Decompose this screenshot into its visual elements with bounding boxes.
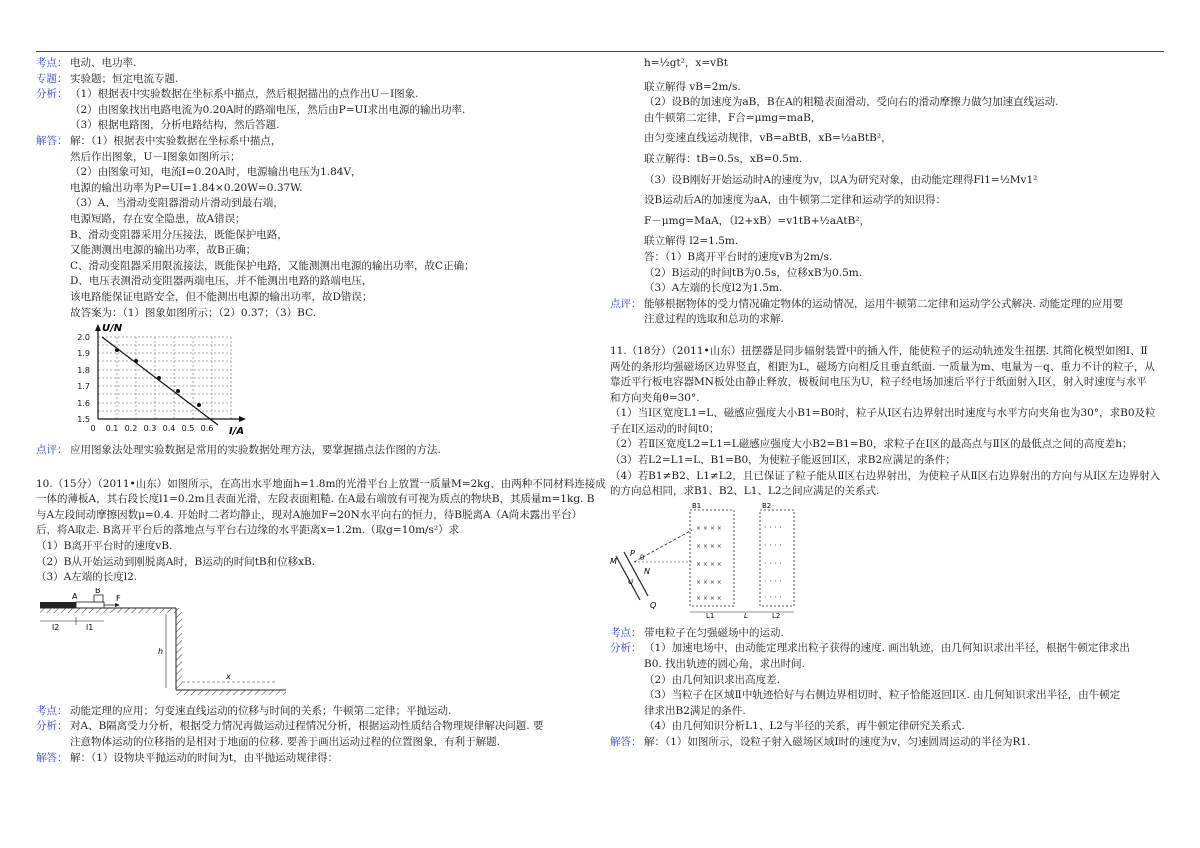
label-x: x xyxy=(226,671,231,681)
y-tick: 1.5 xyxy=(77,415,90,425)
label-h: h xyxy=(158,646,164,656)
r-line: （2）设B的加速度为aB，B在A的粗糙表面滑动，受向右的滑动摩擦力做匀加速直线运动. xyxy=(644,96,1059,109)
left-column xyxy=(36,56,606,766)
r-line: h=½gt²，x=vBt xyxy=(644,57,728,69)
jieda-row xyxy=(36,134,598,321)
r-jieda-text: 解：（1）如图所示，设粒子射入磁场区域Ⅰ时的速度为v，匀速圆周运动的半径为R1. xyxy=(644,736,1031,748)
field-dots xyxy=(764,523,782,602)
field-cross: × × × × xyxy=(696,578,722,586)
jieda2-label: 解答： xyxy=(36,751,68,764)
q11-line: 和方向夹角θ=30°. xyxy=(610,391,700,404)
field-cross: × × × × xyxy=(696,560,722,568)
x-tick: 0.1 xyxy=(105,424,119,434)
r-fenxi-line: B0. 找出轨迹的圆心角，求出时间. xyxy=(644,658,805,671)
jieda-line: 故答案为：（1）图象如图所示；（2）0.37；（3）BC. xyxy=(70,306,317,319)
question-11 xyxy=(610,344,1172,500)
q11-line: （1）当Ⅰ区宽度L1=L、磁感应强度大小B1=B0时，粒子从Ⅰ区右边界射出时速度与水平方向夹角也为30°，求B0及粒 xyxy=(610,407,1156,420)
q11-figure-svg xyxy=(610,500,830,618)
q11-line: 11.（18分）（2011•山东）扭摆器是同步辐射装置中的插入件，能使粒子的运动轨迹发生扭摆. 其简化模型如图Ⅰ、Ⅱ xyxy=(610,344,1148,357)
r-kaodian-row xyxy=(610,626,1172,642)
y-tick: 1.8 xyxy=(77,366,90,376)
graph-y-label: U/N xyxy=(102,323,123,335)
field-dot: · · · · xyxy=(764,540,782,550)
x-tick: 0.6 xyxy=(200,424,214,434)
q11-figure xyxy=(610,500,1172,618)
label-l2-fig: L2 xyxy=(772,611,781,618)
label-b: B xyxy=(95,587,101,595)
jieda2-row xyxy=(36,751,598,767)
field-crosses xyxy=(696,525,722,602)
fenxi2-label: 分析： xyxy=(36,720,68,733)
r-dianping-row xyxy=(610,297,1172,328)
label-n: N xyxy=(644,566,650,576)
q10-line: 一体的薄板A，其右段长度l1=0.2m且表面光滑，左段表面粗糙. 在A最右端放有可视为质点的物块B，其质量m=1kg. B xyxy=(36,493,595,506)
q10-line: （1）B离开平台时的速度vB. xyxy=(36,540,173,553)
fenxi-row xyxy=(36,87,598,134)
jieda-line: D、电压表测滑动变阻器两端电压，并不能测出电路的路端电压， xyxy=(70,275,373,288)
data-point xyxy=(157,376,161,380)
label-a: A xyxy=(72,591,78,601)
q10-line: （2）B从开始运动到刚脱离A时，B运动的时间tB和位移xB. xyxy=(36,555,316,568)
fenxi-label: 分析： xyxy=(36,88,68,101)
kaodian2-row xyxy=(36,704,598,720)
field-cross: × × × × xyxy=(696,594,722,602)
q11-line: （3）若L2=L1=L、B1=B0，为使粒子能返回Ⅰ区，求B2应满足的条件； xyxy=(610,454,956,467)
r-line: 设B运动后A的加速度为aA，由牛顿第二定律和运动学的知识得： xyxy=(644,194,947,207)
x-arrow xyxy=(239,416,246,422)
r-line: 联立解得：tB=0.5s，xB=0.5m. xyxy=(644,152,803,165)
wall-hatch xyxy=(176,608,182,690)
label-b2: B2 xyxy=(762,501,772,510)
x-tick: 0 xyxy=(90,424,96,434)
platform-hatch xyxy=(40,608,176,613)
ui-graph-svg xyxy=(58,321,258,443)
x-tick: 0.5 xyxy=(181,424,195,434)
jieda-line: B、滑动变阻器采用分压接法，既能保护电路， xyxy=(70,228,288,241)
zhuanti-row xyxy=(36,72,598,88)
data-point xyxy=(176,389,180,393)
fit-line xyxy=(102,337,218,425)
r-dianping-label: 点评： xyxy=(610,297,642,310)
label-b1: B1 xyxy=(692,501,702,510)
r-line: F－μmg=MaA，（l2+xB）=v1tB+½aAtB²， xyxy=(644,214,871,227)
r-line: 答：（1）B离开平台时的速度vB为2m/s. xyxy=(644,250,833,263)
ground-hatch xyxy=(176,690,286,695)
r-line: （3）A左端的长度l2为1.5m. xyxy=(644,282,783,295)
ui-graph xyxy=(58,321,598,443)
question-10 xyxy=(36,477,606,586)
jieda2-text: 解：（1）设物块平抛运动的时间为t，由平抛运动规律得： xyxy=(70,751,339,764)
plank-smooth xyxy=(76,602,104,608)
zhuanti-text: 实验题；恒定电流专题. xyxy=(70,72,179,85)
r-kaodian-label: 考点： xyxy=(610,626,642,639)
r-fenxi-line: 律求出B2满足的条件. xyxy=(644,704,746,717)
r-line: 联立解得 l2=1.5m. xyxy=(644,235,739,248)
r-fenxi-line: （2）由几何知识求出高度差. xyxy=(644,673,781,686)
field-cross: × × × × xyxy=(696,524,722,532)
fenxi2-line: 对A、B隔离受力分析，根据受力情况再做运动过程情况分析，根据运动性质结合物理规律解决问题. 要 xyxy=(70,720,544,733)
label-l2: l2 xyxy=(52,622,60,632)
q10-line: 后，将A取走. B离开平台后的落地点与平台右边缘的水平距离x=1.2m.（取g=10m/s²）求 xyxy=(36,524,460,537)
y-tick: 2.0 xyxy=(77,333,90,343)
r-jieda-row xyxy=(610,735,1172,751)
label-l1: l1 xyxy=(86,622,94,632)
x-tick: 0.4 xyxy=(162,424,176,434)
field-dot: · · · · xyxy=(764,576,782,586)
data-point xyxy=(134,359,138,363)
kaodian-row xyxy=(36,56,598,72)
jieda-line: 然后作出图象，U－I图象如图所示； xyxy=(70,150,241,163)
fenxi-line: （1）根据表中实验数据在坐标系中描点，然后根据描出的点作出U－I图象. xyxy=(70,88,419,101)
dianping-text: 应用图象法处理实验数据是常用的实验数据处理方法，要掌握描点法作图的方法. xyxy=(70,444,441,457)
field-dot: · · · · xyxy=(764,522,782,532)
q10-figure xyxy=(36,588,598,700)
q11-line: 子在Ⅰ区运动的时间t0； xyxy=(610,422,720,435)
r-line: （2）B运动的时间tB为0.5s，位移xB为0.5m. xyxy=(644,266,863,279)
right-column xyxy=(610,56,1172,751)
r-fenxi-row xyxy=(610,641,1172,735)
label-l1-fig: L1 xyxy=(706,611,715,618)
label-u: U xyxy=(628,577,634,586)
r-line: （3）设B刚好开始运动时A的速度为v，以A为研究对象，由动能定理得Fl1=½Mv1² xyxy=(644,173,1038,186)
label-l-fig: L xyxy=(744,611,748,618)
field-dot: · · · · xyxy=(764,558,782,568)
r-dianping-line: 注意过程的选取和总功的求解. xyxy=(644,313,784,326)
plank-rough xyxy=(40,602,76,608)
fenxi2-line: 注意物体运动的位移指的是相对于地面的位移. 要善于画出运动过程的位置图象，有利于解题. xyxy=(70,736,501,749)
kaodian2-text: 动能定理的应用；匀变速直线运动的位移与时间的关系；牛顿第二定律；平抛运动. xyxy=(70,704,452,717)
r-jieda-label: 解答： xyxy=(610,736,642,748)
kaodian2-label: 考点： xyxy=(36,704,68,717)
block-b xyxy=(94,595,103,602)
jieda-line: 该电路能保证电路安全，但不能测出电源的输出功率，故D错误； xyxy=(70,290,373,303)
label-f: F xyxy=(116,593,121,603)
data-point xyxy=(197,403,201,407)
r-kaodian-text: 带电粒子在匀强磁场中的运动. xyxy=(644,626,784,639)
jieda-line: 又能测测出电源的输出功率，故B正确； xyxy=(70,244,257,257)
jieda-line: 电源短路，存在安全隐患，故A错误； xyxy=(70,212,246,225)
r-fenxi-line: （1）加速电场中，由动能定理求出粒子获得的速度. 画出轨迹，由几何知识求出半径，根据牛顿定律求出 xyxy=(644,642,1130,655)
label-p: P xyxy=(630,548,635,558)
q10-figure-svg xyxy=(36,588,296,700)
jieda-line: （2）由图象可知，电流I=0.20A时，电源输出电压为1.84V， xyxy=(70,166,362,179)
y-tick: 1.9 xyxy=(77,349,90,359)
y-tick: 1.7 xyxy=(77,382,90,392)
y-tick: 1.6 xyxy=(77,399,90,409)
r-line: 由牛顿第二定律，F合=μmg=maB， xyxy=(644,111,822,124)
q10-line: （3）A左端的长度l2. xyxy=(36,571,138,584)
q11-line: 靠近平行板电容器MN板处由静止释放，极板间电压为U，粒子经电场加速后平行于纸面射入Ⅰ区，射入时速度与水平 xyxy=(610,376,1147,389)
x-tick: 0.2 xyxy=(124,424,138,434)
label-theta: θ xyxy=(640,553,645,562)
q11-line: （4）若B1≠B2、L1≠L2，且已保证了粒子能从Ⅱ区右边界射出，为使粒子从Ⅱ区右边界射出的方向与从Ⅰ区左边界射入 xyxy=(610,469,1161,482)
jieda-line: C、滑动变阻器采用限流接法，既能保护电路，又能测测出电源的输出功率，故C正确； xyxy=(70,259,475,272)
r-fenxi-line: （3）当粒子在区域Ⅱ中轨迹恰好与右侧边界相切时，粒子恰能返回Ⅰ区. 由几何知识求出半径，由牛顿定 xyxy=(644,689,1121,702)
header-rule xyxy=(36,51,1164,52)
kaodian-text: 电动、电功率. xyxy=(70,57,137,69)
jieda-line: 电源的输出功率为P=UI=1.84×0.20W=0.37W. xyxy=(70,181,303,194)
data-point xyxy=(115,348,119,352)
dianping-row xyxy=(36,443,598,459)
q10-line: 10.（15分）（2011•山东）如图所示，在高出水平地面h=1.8m的光滑平台上放置一质量M=2kg、由两种不同材料连接成 xyxy=(36,477,606,490)
dianping-label: 点评： xyxy=(36,444,68,457)
q11-line: （2）若Ⅱ区宽度L2=L1=L磁感应强度大小B2=B1=B0，求粒子在Ⅰ区的最高点与Ⅱ区的最低点之间的高度差h； xyxy=(610,438,1133,451)
zhuanti-label: 专题： xyxy=(36,72,68,85)
r-dianping-line: 能够根据物体的受力情况确定物体的运动情况，运用牛顿第二定律和运动学公式解决. 动能定理的应用要 xyxy=(644,297,1124,310)
graph-x-label: I/A xyxy=(229,426,245,438)
q11-line: 两处的条形均强磁场区边界竖直，相距为L，磁场方向相反且垂直纸面. 一质量为m、电量为－q、重力不计的粒子，从 xyxy=(610,360,1155,373)
q11-line: 的方向总相同，求B1、B2、L1、L2之间应满足的关系式. xyxy=(610,485,880,498)
label-q: Q xyxy=(650,600,657,610)
r-line: 由匀变速直线运动规律，vB=aBtB，xB=½aBtB²， xyxy=(644,132,892,145)
jieda-label: 解答： xyxy=(36,134,68,147)
field-cross: × × × × xyxy=(696,542,722,550)
field-dot: · · · · xyxy=(764,592,782,602)
r-line: 联立解得 vB=2m/s. xyxy=(644,80,741,93)
jieda-line: （3）A、当滑动变阻器滑动片滑动到最右端， xyxy=(70,197,284,210)
fenxi2-row xyxy=(36,719,598,750)
kaodian-label: 考点： xyxy=(36,57,68,69)
r-fenxi-label: 分析： xyxy=(610,642,642,655)
q10-line: 与A左段间动摩擦因数μ=0.4. 开始时二者均静止，现对A施加F=20N水平向右的恒力，待B脱离A（A尚未露出平台） xyxy=(36,508,583,521)
fenxi-line: （3）根据电路图，分析电路结构，然后答题. xyxy=(70,119,280,132)
x-tick: 0.3 xyxy=(143,424,157,434)
label-m: M xyxy=(610,556,617,566)
r-fenxi-line: （4）由几何知识分析L1、L2与半径的关系，再牛顿定律研究关系式. xyxy=(644,720,965,733)
force-arrowhead xyxy=(115,603,120,607)
fenxi-line: （2）由图象找出电路电流为0.20A时的路端电压，然后由P=UI求出电源的输出功率. xyxy=(70,103,466,116)
y-arrow xyxy=(95,324,101,331)
jieda-line: 解：（1）根据表中实验数据在坐标系中描点， xyxy=(70,134,282,147)
